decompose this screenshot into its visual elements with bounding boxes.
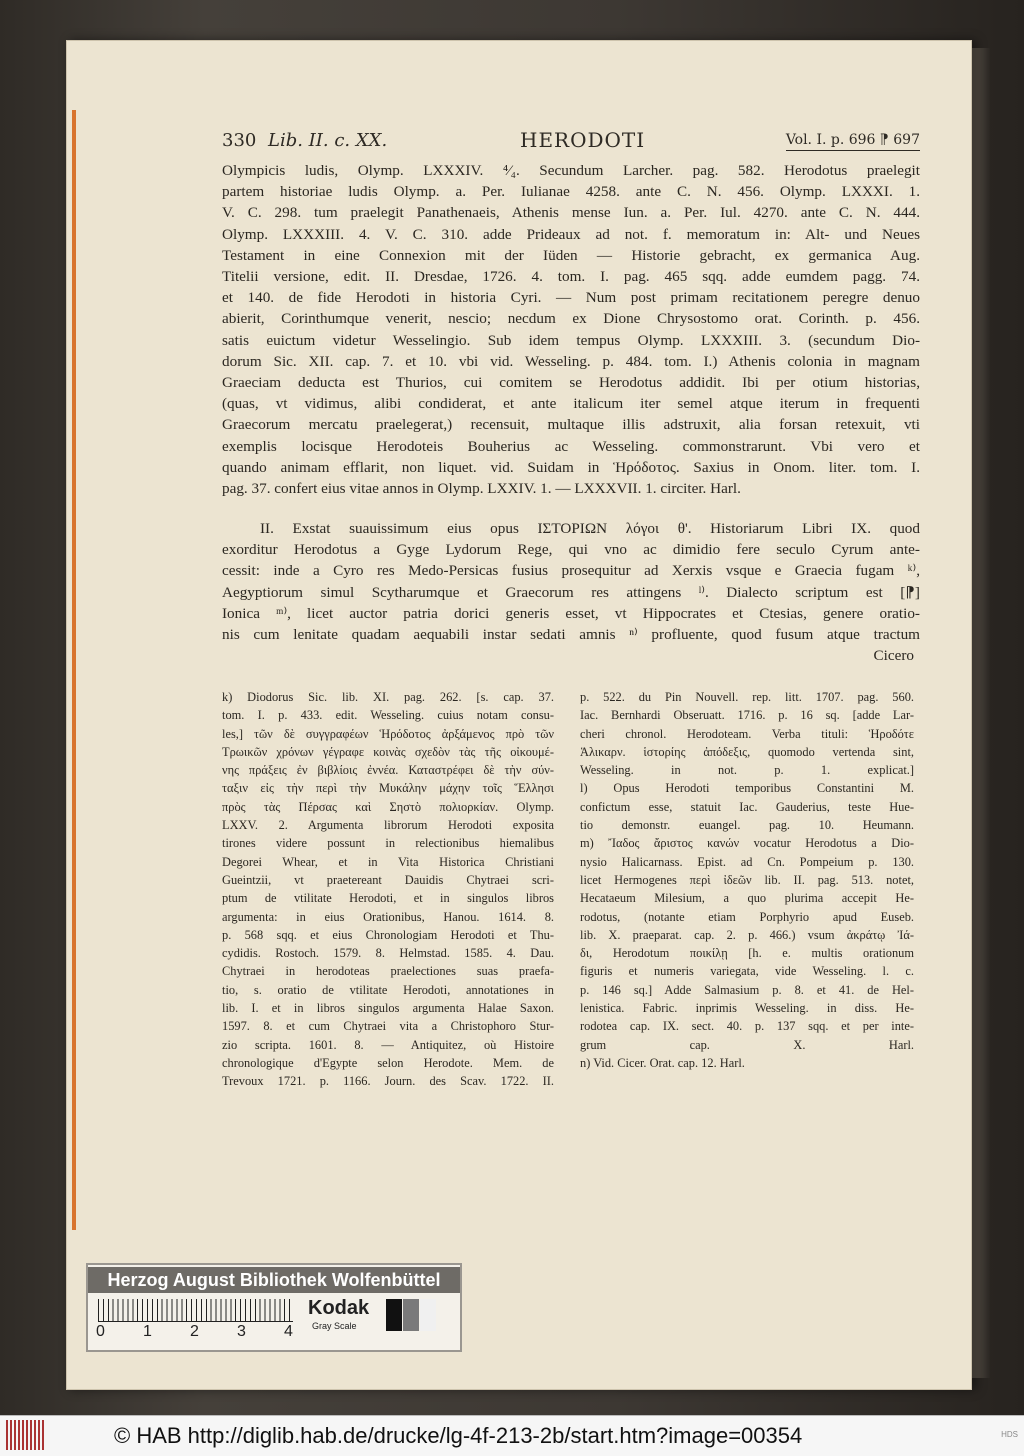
gray-scale-label: Gray Scale xyxy=(312,1321,357,1331)
text-line: et 140. de fide Herodoti in historia Cyri. — Num post primam recitationem peregre denuo xyxy=(222,289,920,307)
gray-swatch xyxy=(386,1299,402,1331)
library-name: Herzog August Bibliothek Wolfenbüttel xyxy=(88,1267,460,1293)
footer-bar xyxy=(0,1415,1024,1456)
margin-rule xyxy=(72,110,76,1230)
text-line: Testament in eine Connexion mit der Iüden — Historie gebracht, ex germanica Aug. xyxy=(222,246,920,264)
text-line: abierit, Corinthumque venerit, nescio; necdum ex Dione Chrysostomo orat. Corinth. p. 456. xyxy=(222,310,920,328)
gray-swatch xyxy=(420,1299,436,1331)
footnote-line: zio scripta. 1601. 8. — Antiquitez, où Histoire xyxy=(222,1037,554,1052)
gray-swatch xyxy=(403,1299,419,1331)
copyright-url[interactable]: © HAB http://diglib.hab.de/drucke/lg-4f-213-2b/start.htm?image=00354 xyxy=(114,1423,803,1448)
footnote-line: rodotea cap. IX. sect. 40. p. 137 sqq. et per inte- xyxy=(580,1019,914,1034)
footnote-line: Degorei Whear, et in Vita Historica Christiani xyxy=(222,854,554,869)
footnote-line: nysio Halicarnass. Epist. ad Cn. Pompeium p. 130. xyxy=(580,854,914,869)
footnote-line: ταξιν εἰς τὴν περὶ τὴν Μυκάλην μάχην τοῖς Ἕλλησι xyxy=(222,781,554,796)
footnote-line: rodotus, (notante etiam Porphyrio apud Euseb. xyxy=(580,909,914,924)
main-paragraph-1 xyxy=(222,160,920,499)
footnote-line: ptum de vtilitate Herodoti, et in singulos libros xyxy=(222,891,554,906)
footnote-line: p. 568 sqq. et eius Chronologiam Herodoti et Thu- xyxy=(222,927,554,942)
page-edge xyxy=(972,48,990,1378)
footnote-line: cydidis. Rostoch. 1579. 8. Helmstad. 1585. 4. Dau. xyxy=(222,946,554,961)
footnote-line: tio, s. oratio de vtilitate Herodoti, annotationes in xyxy=(222,982,554,997)
main-paragraph-2 xyxy=(222,518,920,645)
book-reference: Lib. II. c. XX. xyxy=(268,130,388,151)
ruler-number: 1 xyxy=(143,1323,152,1340)
footnote-line: p. 146 sq.] Adde Salmasium p. 8. et 41. de Hel- xyxy=(580,982,914,997)
footnote-line: p. 522. du Pin Nouvell. rep. litt. 1707. pag. 560. xyxy=(580,690,914,704)
barcode-icon xyxy=(6,1420,46,1450)
text-line: (quas, vt vidimus, alibi condiderat, et ante italicum iter semel atque iterum in frequenti xyxy=(222,395,920,413)
text-line: Graecorum mercatu praelegerat,) recensuit, multaque illis adstruxit, alia forsan retexuit, vti xyxy=(222,416,920,434)
text-line: dorum Sic. XII. cap. 7. et 10. vbi vid. Wesseling. p. 484. tom. I.) Athenis colonia in magnam xyxy=(222,352,920,370)
running-title: HERODOTI xyxy=(520,128,646,152)
ruler-number: 3 xyxy=(237,1323,246,1340)
footnote-line: Gueintzii, vt praetereant Dauidis Chytraei scri- xyxy=(222,872,554,887)
running-head xyxy=(222,128,922,154)
footnote-line: LXXV. 2. Argumenta librorum Herodoti exposita xyxy=(222,818,554,833)
page-number: 330 xyxy=(222,130,257,151)
footnote-line: Trevoux 1721. p. 1166. Journ. des Scav. 1722. II. xyxy=(222,1074,554,1089)
footnotes-left-column xyxy=(222,688,554,1091)
kodak-logo: Kodak xyxy=(308,1297,370,1319)
footnote-line: grum cap. X. Harl. xyxy=(580,1037,914,1052)
text-line: exorditur Herodotus a Gyge Lydorum Rege, qui vno ac dimidio fere seculo Cyrum ante- xyxy=(222,541,920,559)
footnote-line: les,] τῶν δὲ συγγραφέων Ἡρόδοτος ἀρξάμενος πρὸ τῶν xyxy=(222,726,554,741)
footnote-line: Ἁλικαρν. ἱστορίης ἀπόδεξις, quomodo vertenda sint, xyxy=(580,744,914,759)
footnote-line: argumenta: in eius Orationibus, Hanou. 1614. 8. xyxy=(222,909,554,924)
footnote-line: Hecataeum Milesium, a quo plurima accepit He- xyxy=(580,891,914,906)
footnote-line: Iac. Bernhardi Obseruatt. 1716. p. 16 sq. [adde Lar- xyxy=(580,708,914,723)
ruler-number: 4 xyxy=(284,1323,293,1340)
text-line: pag. 37. confert eius vitae annos in Olymp. LXXIV. 1. — LXXXVII. 1. circiter. Harl. xyxy=(222,480,741,498)
text-line: Olympicis ludis, Olymp. LXXXIV. ⁴⁄₄. Secundum Larcher. pag. 582. Herodotus praelegit xyxy=(222,162,920,179)
volume-reference: Vol. I. p. 696 ⁋ 697 xyxy=(786,132,920,151)
text-line: satis euictum videtur Wesselingio. Sub idem tempus Olymp. LXXXIII. 3. (secundum Dio- xyxy=(222,331,920,349)
text-line: V. C. 298. tum praelegit Panathenaeis, Athenis mense Iun. a. Per. Iul. 4270. ante C. N. 444. xyxy=(222,204,920,222)
text-line: quando animam efflarit, non liquet. vid. Suidam in Ἡρόδοτος. Saxius in Onom. liter. tom. I. xyxy=(222,458,920,476)
footnote-line: lenistica. Fabric. inprimis Wesseling. in diss. He- xyxy=(580,1001,914,1016)
footnote-line: lib. X. praeparat. cap. 2. p. 466.) vsum ἀκράτῳ Ἰά- xyxy=(580,927,914,942)
footnote-line: tio demonstr. euangel. pag. 10. Heumann. xyxy=(580,818,914,833)
footnote-line: 1597. 8. et cum Chytraei vita a Christophoro Stur- xyxy=(222,1019,554,1034)
text-line: Titelii versione, edit. II. Dresdae, 1726. 4. tom. I. pag. 465 sqq. adde eumdem pagg. 74. xyxy=(222,268,920,286)
footnote-line: Chytraei in herodoteas praelectiones suas praefa- xyxy=(222,964,554,979)
footnote-line: δι, Herodotum ποικίλῃ [h. e. multis orationum xyxy=(580,946,914,961)
text-line: Graeciam deducta est Thurios, cui comitem se Herodotus addidit. Ibi per otium historias, xyxy=(222,374,920,392)
footnote-line: k) Diodorus Sic. lib. XI. pag. 262. [s. cap. 37. xyxy=(222,690,554,704)
color-target-strip xyxy=(86,1263,462,1352)
footnote-line: l) Opus Herodoti temporibus Constantini M. xyxy=(580,781,914,796)
footnote-line: cheri chronol. Herodoteam. Verba tituli: Ἡροδότε xyxy=(580,726,914,741)
footnote-line: lib. I. et in libros singulos argumenta Halae Saxon. xyxy=(222,1001,554,1016)
text-line: partem historiae ludis Olymp. a. Per. Iulianae 4258. ante C. N. 456. Olymp. LXXXI. 1. xyxy=(222,183,920,201)
text-line: exemplis locisque Herodoteis Bouherius ac Wesseling. commonstrarunt. Vbi vero et xyxy=(222,437,920,455)
footnote-line: νης πράξεις ἐν βιβλίοις ἐννέα. Καταστρέφει δὲ τὴν σύν- xyxy=(222,763,554,778)
footnote-line: tirones videre possunt in relectionibus hiemalibus xyxy=(222,836,554,851)
ruler-number: 0 xyxy=(96,1323,105,1340)
text-line: Olymp. LXXXIII. 4. V. C. 310. adde Prideaux ad not. f. memoratum in: Alt- und Neues xyxy=(222,225,920,243)
footnote-line: Τρωικῶν χρόνων γέγραφε κοινὰς σχεδὸν τὰς τῆς οἰκουμέ- xyxy=(222,744,554,759)
footnote-line: tom. I. p. 433. edit. Wesseling. cuius notam consu- xyxy=(222,708,554,723)
text-line: Aegyptiorum simul Scytharumque et Graecorum res attingens ˡ⁾. Dialecto scriptum est [⁋] xyxy=(222,583,920,601)
footnote-line: licet Hermogenes περὶ ἰδεῶν lib. II. pag. 513. notet, xyxy=(580,872,914,887)
footnote-line: chronologique d'Egypte selon Herodote. Mem. de xyxy=(222,1055,554,1070)
text-line: nis cum lenitate quadam aequabili instar sedati amnis ⁿ⁾ profluente, quod fusum atque tractum xyxy=(222,626,920,644)
footnote-line: m) Ἴαδος ἄριστος κανών vocatur Herodotus a Dio- xyxy=(580,836,914,851)
footnote-line: confictum esse, statuit Iac. Gauderius, teste Hue- xyxy=(580,799,914,814)
text-line: II. Exstat suauissimum eius opus ΙΣΤΟΡΙΩΝ λόγοι θ'. Historiarum Libri IX. quod xyxy=(260,520,920,537)
catchword: Cicero xyxy=(873,647,914,664)
ruler-number: 2 xyxy=(190,1323,199,1340)
footnote-line: Wesseling. in not. p. 1. explicat.] xyxy=(580,763,914,778)
footnote-line: πρὸς τὰς Πέρσας καὶ Σηστὸ πολιορκίαν. Olymp. xyxy=(222,799,554,814)
footnotes-right-column xyxy=(580,688,914,1072)
text-line: Ionica ᵐ⁾, licet auctor patria dorici generis esset, vt Hippocrates et Ctesias, genere oratio- xyxy=(222,604,920,622)
footnote-line: n) Vid. Cicer. Orat. cap. 12. Harl. xyxy=(580,1055,745,1070)
footer-tag: HDS xyxy=(1001,1430,1018,1439)
ruler-scale xyxy=(98,1299,293,1322)
text-line: cessit: inde a Cyro res Medo-Persicas fusius prosequitur ad Xerxis vsque e Graecia fugam ᵏ⁾, xyxy=(222,562,920,580)
footnote-line: figuris et numeris variegata, vide Wesseling. l. c. xyxy=(580,964,914,979)
